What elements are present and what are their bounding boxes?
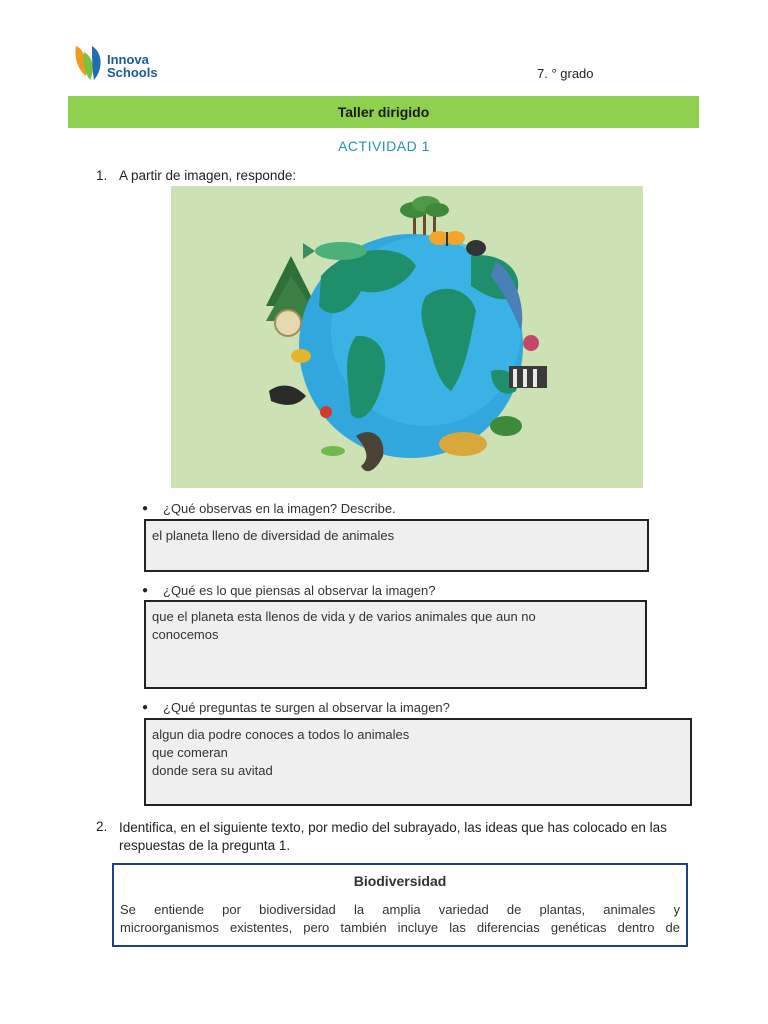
shell-icon — [275, 310, 301, 336]
ladybug-icon — [320, 406, 332, 418]
reading-line-1: Se entiende por biodiversidad la amplia variedad de plantas, animales y — [120, 902, 680, 917]
answer-box-3[interactable] — [144, 718, 692, 806]
title-banner — [68, 96, 699, 128]
globe-animals-illustration — [171, 186, 643, 488]
answer-3-line-3: donde sera su avitad — [152, 763, 273, 778]
plant-icon — [490, 416, 522, 436]
bullet-prompt-1: ¿Qué observas en la imagen? Describe. — [163, 501, 396, 516]
logo-leaf-icon — [72, 42, 108, 84]
logo-line1: Innova — [107, 52, 149, 67]
question1-text: A partir de imagen, responde: — [119, 168, 297, 183]
question1-number: 1. — [96, 168, 108, 183]
answer-1-line-1: el planeta lleno de diversidad de animales — [152, 528, 395, 543]
bullet-dot: ● — [142, 585, 149, 596]
snake-icon — [356, 432, 383, 471]
reading-title: Biodiversidad — [353, 873, 447, 889]
bird-icon — [269, 386, 306, 405]
answer-box-1[interactable] — [144, 519, 649, 572]
scorpion-icon — [466, 240, 486, 256]
bullet-dot: ● — [142, 702, 149, 713]
reading-text — [120, 901, 680, 937]
question2-line-2: respuestas de la pregunta 1. — [119, 838, 291, 853]
answer-3-line-2: que comeran — [152, 745, 228, 760]
butterfly-icon — [429, 231, 465, 246]
answer-2-line-2: conocemos — [152, 627, 219, 642]
bullet-prompt-2: ¿Qué es lo que piensas al observar la imagen? — [163, 583, 436, 598]
answer-2-line-1: que el planeta esta llenos de vida y de varios animales que aun no — [152, 609, 536, 624]
question2-number: 2. — [96, 819, 108, 834]
banner-title: Taller dirigido — [337, 104, 430, 120]
reading-line-2: microorganismos existentes, pero también incluye las diferencias genéticas dentro de — [120, 920, 680, 935]
bee-icon — [291, 349, 311, 363]
flower-icon — [523, 335, 539, 351]
logo-line2: Schools — [107, 65, 158, 80]
logo-wordmark — [107, 53, 158, 79]
grade-label: 7. ° grado — [537, 66, 594, 81]
answer-box-2[interactable] — [144, 600, 647, 689]
reading-box — [112, 863, 688, 947]
question2-text — [119, 819, 699, 855]
biodiversity-image — [171, 186, 643, 488]
bullet-dot: ● — [142, 503, 149, 514]
activity-title: ACTIVIDAD 1 — [338, 138, 430, 154]
fish-icon — [315, 242, 367, 260]
question2-line-1: Identifica, en el siguiente texto, por medio del subrayado, las ideas que has colocado en las — [119, 820, 667, 835]
turtle-icon — [439, 432, 487, 456]
bullet-prompt-3: ¿Qué preguntas te surgen al observar la imagen? — [163, 700, 450, 715]
answer-3-line-1: algun dia podre conoces a todos lo animales — [152, 727, 410, 742]
